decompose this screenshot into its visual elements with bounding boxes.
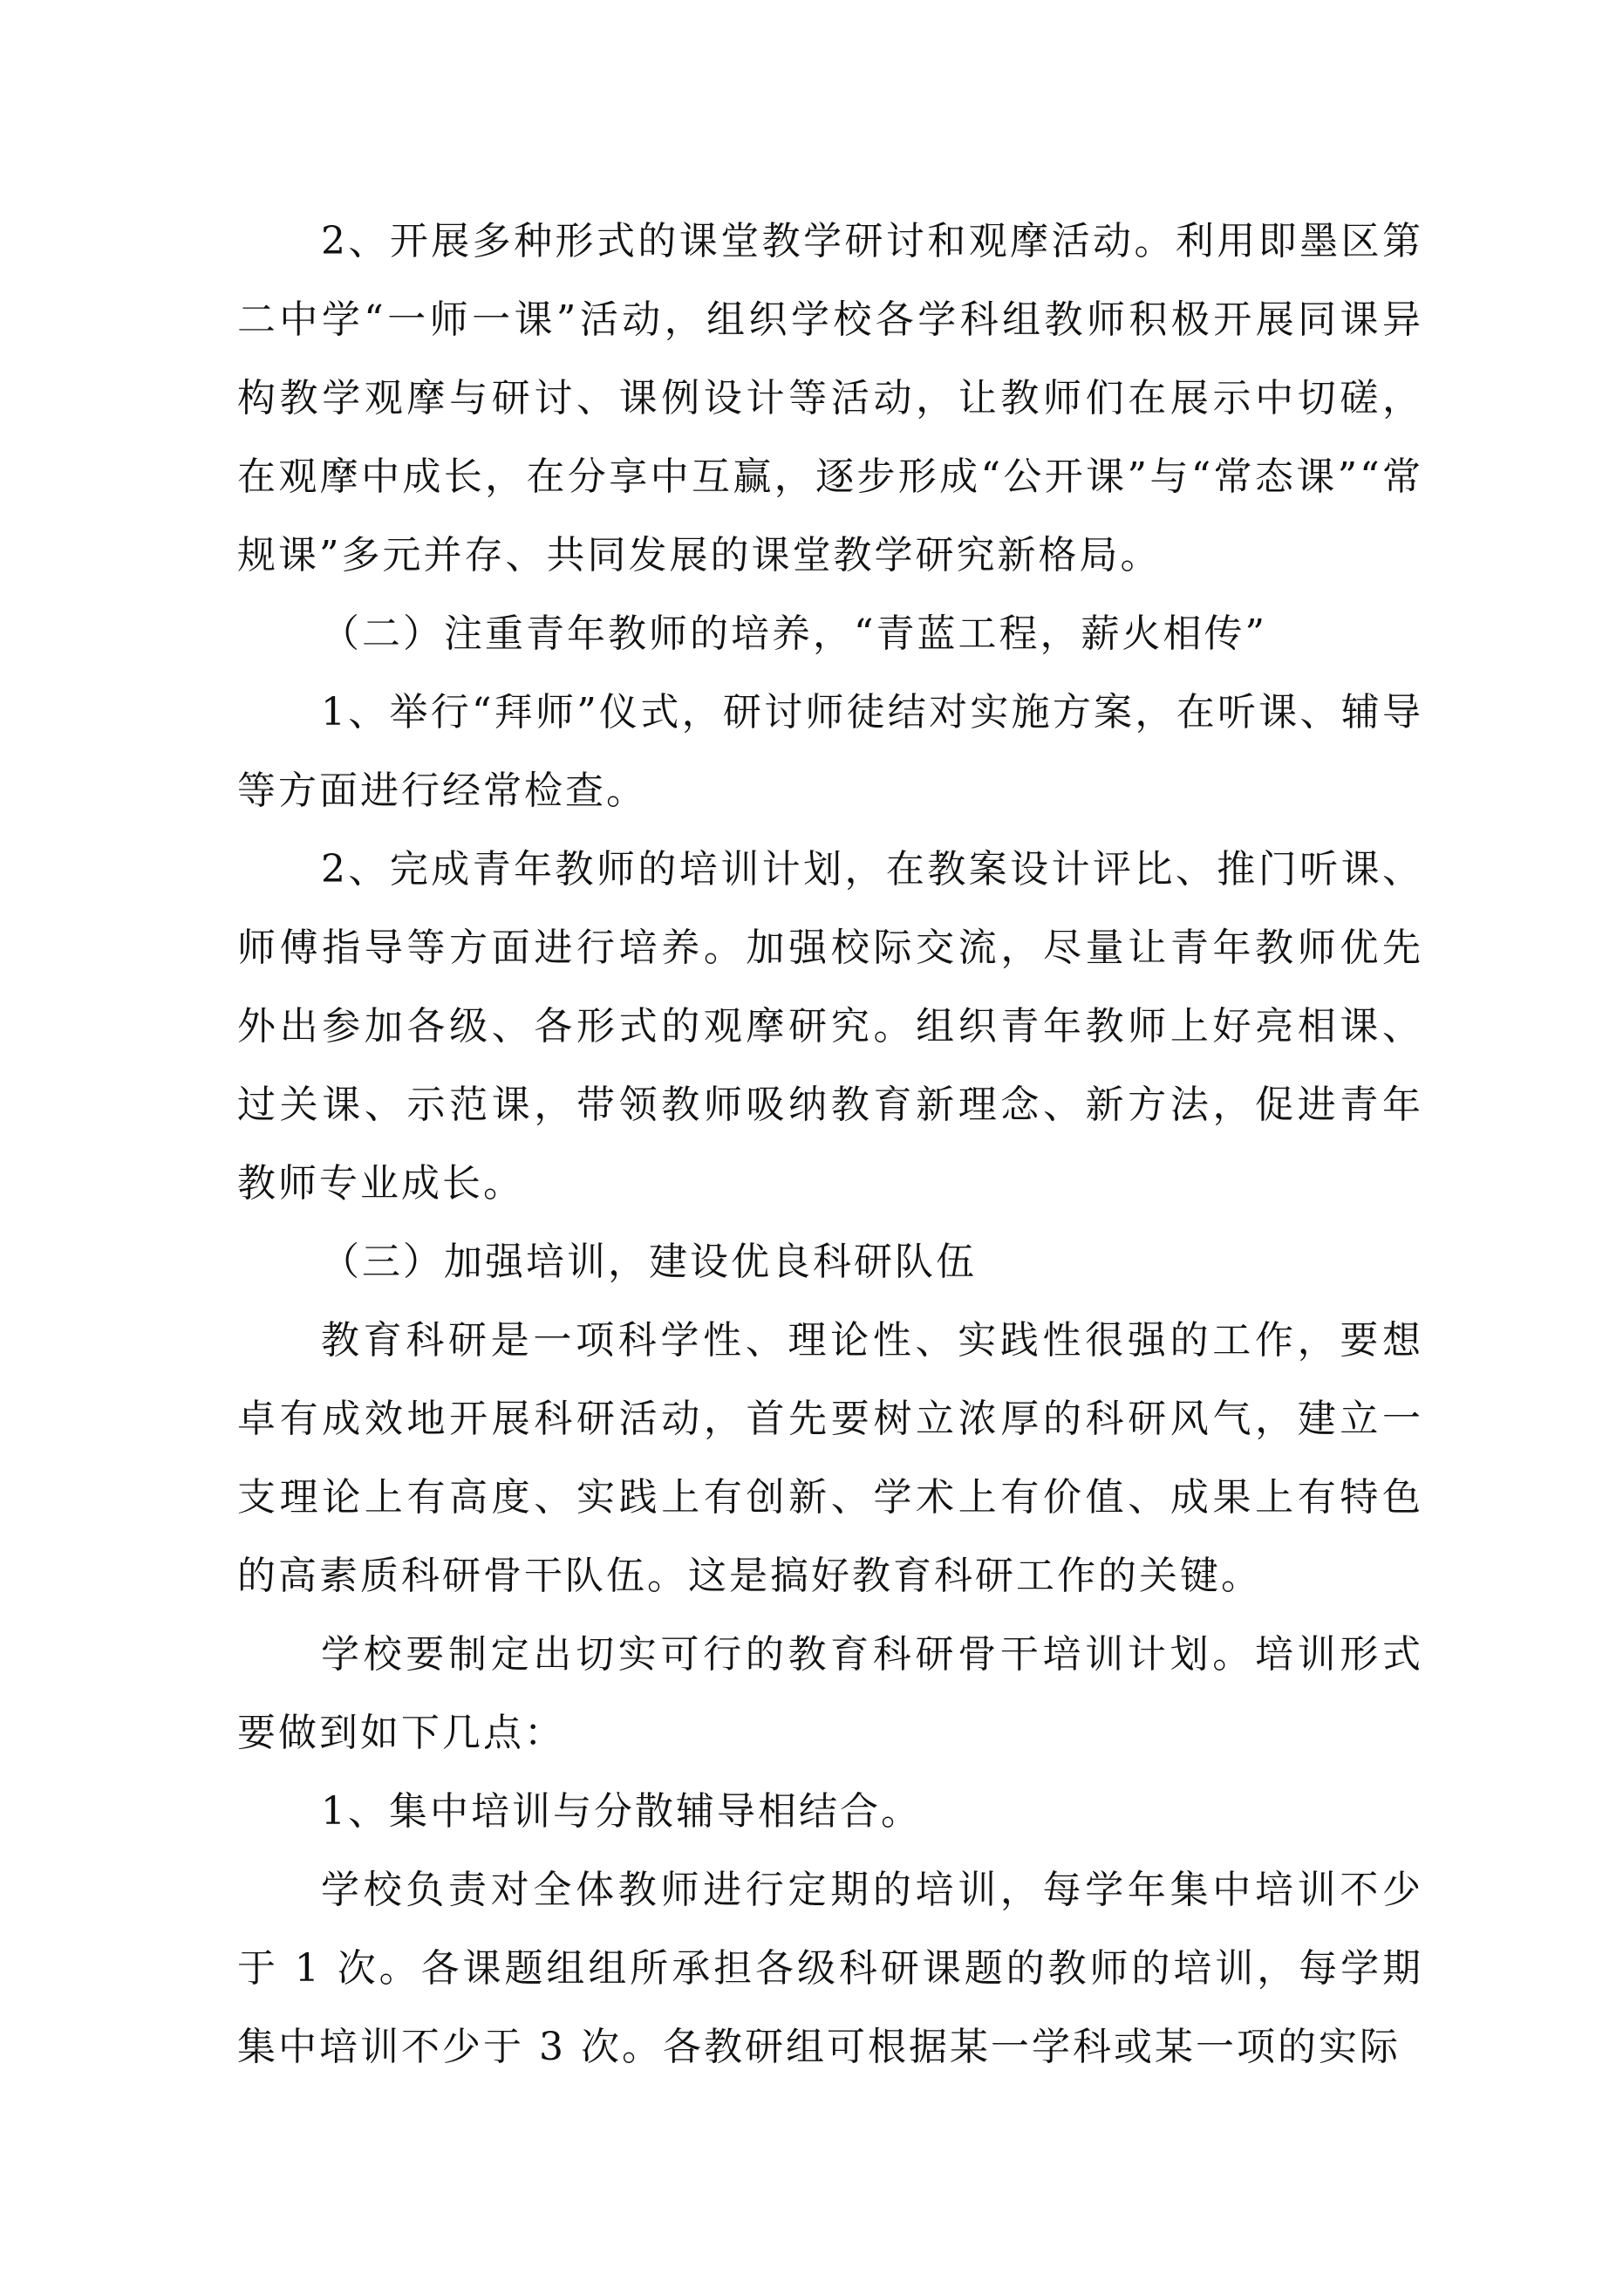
paragraph-training-forms: 学校要制定出切实可行的教育科研骨干培训计划。培训形式要做到如下几点： bbox=[237, 1632, 1423, 1755]
paragraph-training-plan: 2、完成青年教师的培训计划，在教案设计评比、推门听课、师傅指导等方面进行培养。加强校际交流，尽量让青年教师优先外出参加各级、各形式的观摩研究。组织青年教师上好亮相课、过关课、示范课，带领教师吸纳教育新理念、新方法，促进青年教师专业成长。 bbox=[237, 847, 1423, 1206]
paragraph-mentor-ceremony: 1、举行“拜师”仪式，研讨师徒结对实施方案，在听课、辅导等方面进行经常检查。 bbox=[237, 690, 1423, 813]
section-heading-research-team: （三）加强培训，建设优良科研队伍 bbox=[321, 1240, 977, 1284]
section-heading-young-teachers: （二）注重青年教师的培养，“青蓝工程，薪火相传” bbox=[321, 612, 1267, 656]
paragraph-research-culture: 教育科研是一项科学性、理论性、实践性很强的工作，要想卓有成效地开展科研活动，首先要树立浓厚的科研风气，建立一支理论上有高度、实践上有创新、学术上有价值、成果上有特色的高素质科研骨干队伍。这是搞好教育科研工作的关键。 bbox=[237, 1318, 1423, 1598]
paragraph-point-one: 1、集中培训与分散辅导相结合。 bbox=[321, 1789, 922, 1834]
paragraph-lesson-study: 2、开展多种形式的课堂教学研讨和观摩活动。利用即墨区第二中学“一师一课”活动，组织学校各学科组教师积极开展同课异构教学观摩与研讨、课例设计等活动，让教师们在展示中切磋，在观摩中成长，在分享中互赢，逐步形成“公开课”与“常态课”“常规课”多元并存、共同发展的课堂教学研究新格局。 bbox=[237, 219, 1423, 577]
paragraph-periodic-training: 学校负责对全体教师进行定期的培训，每学年集中培训不少于 1 次。各课题组组所承担各级科研课题的教师的培训，每学期集中培训不少于 3 次。各教研组可根据某一学科或某一项的实际 bbox=[237, 1868, 1423, 2069]
document-body bbox=[237, 202, 1423, 2087]
